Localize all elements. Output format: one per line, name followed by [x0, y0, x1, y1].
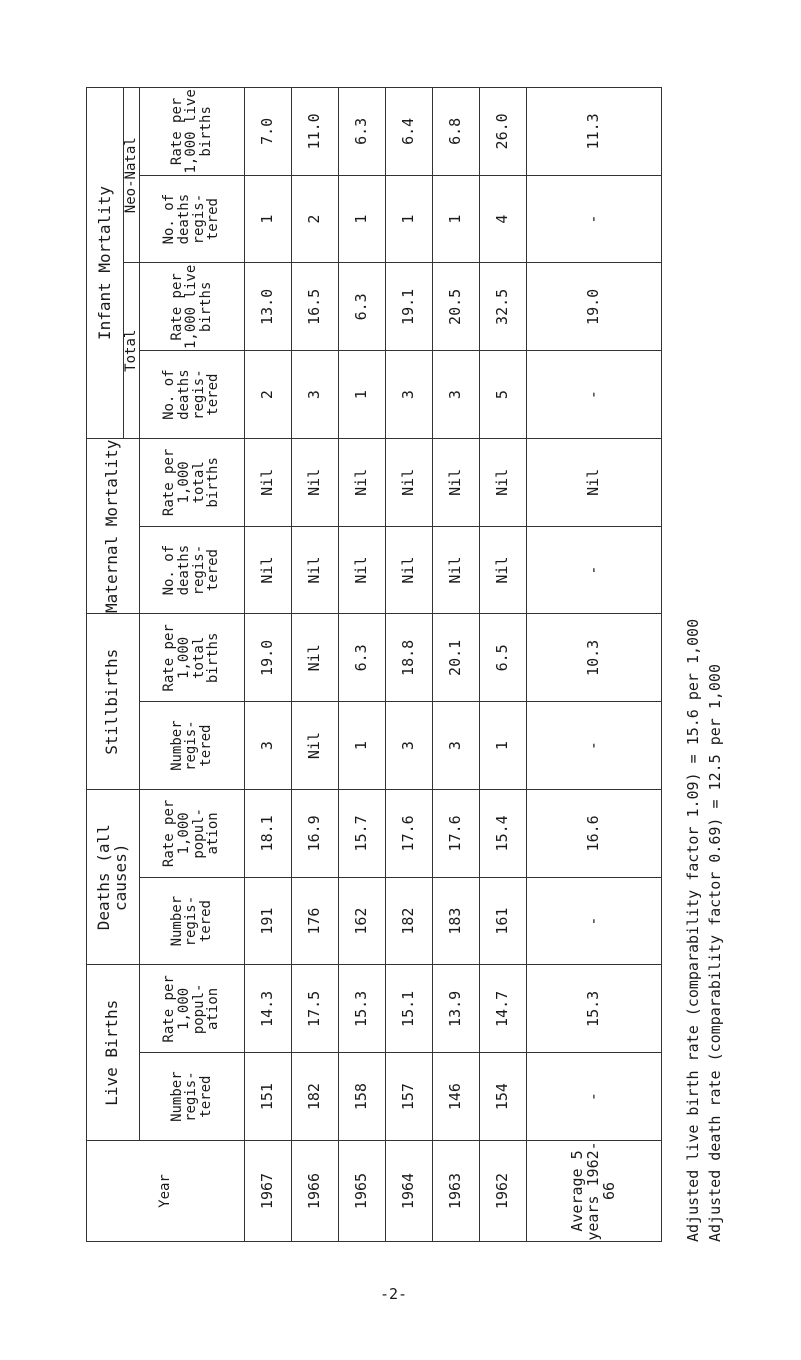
cell-lb-number: 182: [291, 1053, 338, 1141]
cell-it-rate: 19.1: [385, 263, 432, 351]
cell-nn-number: 4: [479, 175, 526, 263]
table-row: [244, 88, 291, 1242]
cell-mm-rate: Nil: [338, 439, 385, 527]
cell-nn-number: 1: [432, 175, 479, 263]
cell-mm-rate: Nil: [432, 439, 479, 527]
cell-sb-rate: 19.0: [244, 614, 291, 702]
cell-year: 1967: [244, 1141, 291, 1242]
cell-nn-number: 1: [244, 175, 291, 263]
cell-year: 1966: [291, 1141, 338, 1242]
cell-nn-rate: 11.3: [526, 88, 661, 176]
header-stillbirths: Stillbirths: [87, 614, 140, 790]
cell-it-number: 1: [338, 351, 385, 439]
cell-year: 1964: [385, 1141, 432, 1242]
cell-mm-rate: Nil: [479, 439, 526, 527]
cell-sb-rate: 20.1: [432, 614, 479, 702]
header-infant-neonatal: Neo-Natal: [124, 88, 140, 264]
cell-nn-number: 1: [385, 175, 432, 263]
cell-lb-rate: 15.3: [338, 965, 385, 1053]
cell-mm-rate: Nil: [244, 439, 291, 527]
cell-d-number: -: [526, 877, 661, 965]
cell-it-number: 2: [244, 351, 291, 439]
cell-mm-rate: Nil: [291, 439, 338, 527]
cell-d-rate: 17.6: [432, 790, 479, 878]
cell-sb-number: Nil: [291, 702, 338, 790]
cell-lb-number: -: [526, 1053, 661, 1141]
cell-lb-number: 157: [385, 1053, 432, 1141]
cell-d-rate: 15.7: [338, 790, 385, 878]
cell-sb-number: -: [526, 702, 661, 790]
header-sb-rate: Rate per 1,000 total births: [139, 614, 244, 702]
cell-d-number: 162: [338, 877, 385, 965]
header-mm-number: No. of deaths regis- tered: [139, 526, 244, 614]
cell-sb-rate: 6.5: [479, 614, 526, 702]
cell-mm-rate: Nil: [385, 439, 432, 527]
cell-d-number: 176: [291, 877, 338, 965]
cell-it-number: -: [526, 351, 661, 439]
cell-nn-rate: 26.0: [479, 88, 526, 176]
cell-nn-rate: 6.8: [432, 88, 479, 176]
cell-lb-rate: 15.3: [526, 965, 661, 1053]
header-nn-rate: Rate per 1,000 live births: [139, 88, 244, 176]
cell-nn-number: 1: [338, 175, 385, 263]
cell-year: 1963: [432, 1141, 479, 1242]
cell-lb-number: 151: [244, 1053, 291, 1141]
cell-d-rate: 16.6: [526, 790, 661, 878]
table-row: [479, 88, 526, 1242]
rotated-table-region: [86, 2, 801, 1242]
cell-sb-rate: 6.3: [338, 614, 385, 702]
cell-sb-number: 3: [432, 702, 479, 790]
cell-nn-rate: 6.3: [338, 88, 385, 176]
header-sb-number: Number regis- tered: [139, 702, 244, 790]
cell-it-rate: 6.3: [338, 263, 385, 351]
cell-sb-number: 1: [338, 702, 385, 790]
cell-d-number: 191: [244, 877, 291, 965]
table-row: [291, 88, 338, 1242]
header-deaths: Deaths (all causes): [87, 790, 140, 966]
header-mm-rate: Rate per 1,000 total births: [139, 439, 244, 527]
header-d-number: Number regis- tered: [139, 877, 244, 965]
cell-mm-number: Nil: [479, 526, 526, 614]
cell-d-number: 161: [479, 877, 526, 965]
table-row: [338, 88, 385, 1242]
cell-lb-number: 158: [338, 1053, 385, 1141]
cell-nn-rate: 11.0: [291, 88, 338, 176]
cell-it-rate: 16.5: [291, 263, 338, 351]
cell-year: Average 5 years 1962-66: [526, 1141, 661, 1242]
cell-year: 1965: [338, 1141, 385, 1242]
vital-statistics-table: [86, 87, 662, 1242]
cell-nn-number: 2: [291, 175, 338, 263]
cell-d-number: 182: [385, 877, 432, 965]
cell-mm-number: Nil: [291, 526, 338, 614]
cell-d-rate: 16.9: [291, 790, 338, 878]
cell-it-number: 3: [432, 351, 479, 439]
cell-lb-rate: 15.1: [385, 965, 432, 1053]
cell-mm-number: -: [526, 526, 661, 614]
cell-sb-number: 1: [479, 702, 526, 790]
cell-d-rate: 15.4: [479, 790, 526, 878]
cell-sb-number: 3: [244, 702, 291, 790]
cell-it-rate: 19.0: [526, 263, 661, 351]
header-nn-number: No. of deaths regis- tered: [139, 175, 244, 263]
cell-it-number: 3: [385, 351, 432, 439]
table-row-average: [526, 88, 661, 1242]
header-it-rate: Rate per 1,000 live births: [139, 263, 244, 351]
header-it-number: No. of deaths regis- tered: [139, 351, 244, 439]
header-lb-rate: Rate per 1,000 popul- ation: [139, 965, 244, 1053]
footnotes: [682, 619, 726, 1242]
cell-sb-number: 3: [385, 702, 432, 790]
cell-mm-number: Nil: [244, 526, 291, 614]
header-year: Year: [87, 1141, 245, 1242]
cell-nn-rate: 6.4: [385, 88, 432, 176]
cell-it-number: 5: [479, 351, 526, 439]
cell-it-rate: 13.0: [244, 263, 291, 351]
cell-mm-number: Nil: [385, 526, 432, 614]
cell-nn-rate: 7.0: [244, 88, 291, 176]
header-infant-total: Total: [124, 263, 140, 439]
cell-nn-number: -: [526, 175, 661, 263]
header-lb-number: Number regis- tered: [139, 1053, 244, 1141]
cell-it-number: 3: [291, 351, 338, 439]
cell-it-rate: 20.5: [432, 263, 479, 351]
header-live-births: Live Births: [87, 965, 140, 1141]
cell-lb-rate: 14.3: [244, 965, 291, 1053]
footnote-death-rate: Adjusted death rate (comparability factor 0.69) = 12.5 per 1,000: [706, 664, 724, 1242]
header-d-rate: Rate per 1,000 popul- ation: [139, 790, 244, 878]
cell-year: 1962: [479, 1141, 526, 1242]
cell-sb-rate: Nil: [291, 614, 338, 702]
cell-lb-rate: 13.9: [432, 965, 479, 1053]
cell-sb-rate: 18.8: [385, 614, 432, 702]
cell-mm-rate: Nil: [526, 439, 661, 527]
footnote-live-birth-rate: Adjusted live birth rate (comparability factor 1.09) = 15.6 per 1,000: [684, 618, 702, 1242]
table-row: [432, 88, 479, 1242]
cell-it-rate: 32.5: [479, 263, 526, 351]
cell-d-rate: 17.6: [385, 790, 432, 878]
table-row: [385, 88, 432, 1242]
cell-lb-rate: 17.5: [291, 965, 338, 1053]
cell-mm-number: Nil: [432, 526, 479, 614]
cell-lb-number: 146: [432, 1053, 479, 1141]
cell-sb-rate: 10.3: [526, 614, 661, 702]
cell-mm-number: Nil: [338, 526, 385, 614]
page-number: -2-: [380, 1285, 408, 1303]
cell-d-number: 183: [432, 877, 479, 965]
cell-lb-number: 154: [479, 1053, 526, 1141]
cell-d-rate: 18.1: [244, 790, 291, 878]
header-maternal-mortality: Maternal Mortality: [87, 439, 140, 615]
header-infant-mortality: Infant Mortality: [87, 88, 124, 439]
cell-lb-rate: 14.7: [479, 965, 526, 1053]
